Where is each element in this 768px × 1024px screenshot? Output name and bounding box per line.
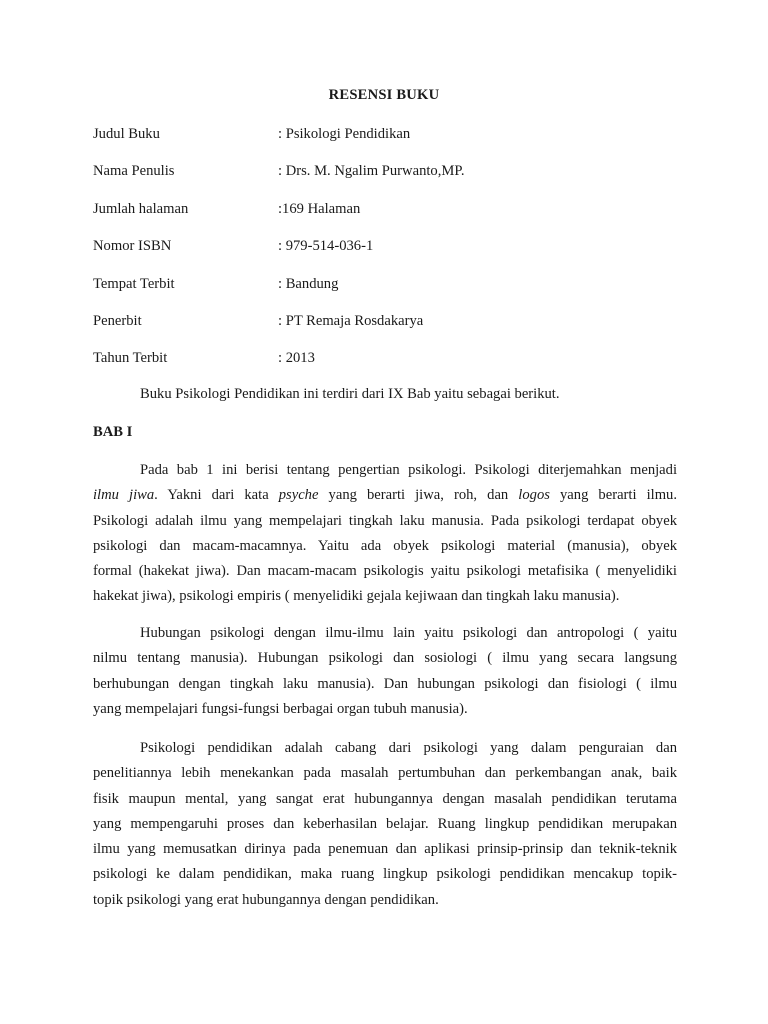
meta-label: Penerbit [93,312,142,329]
meta-value: : 2013 [278,350,315,367]
paragraph-line: fisik maupun mental, yang sangat erat hubungannya dengan masalah pendidikan terutama [93,790,677,807]
paragraph-1 [93,458,677,610]
text-run: yang berarti ilmu. [549,487,677,504]
italic-term: ilmu jiwa [93,487,155,504]
paragraph-line: Psikologi adalah ilmu yang mempelajari tingkah laku manusia. Pada psikologi terdapat obyek [93,512,677,529]
paragraph-line: topik psikologi yang erat hubungannya dengan pendidikan. [93,891,439,908]
meta-row-place [93,274,683,311]
meta-value: : 979-514-036-1 [278,238,374,255]
paragraph-line: nilmu tentang manusia). Hubungan psikologi dan sosiologi ( ilmu yang secara langsung [93,650,677,667]
text-run: yang berarti jiwa, roh, dan [318,487,519,504]
meta-value: : Psikologi Pendidikan [278,126,411,142]
italic-term: logos [518,487,550,504]
meta-row-year [93,348,683,385]
meta-row-isbn [93,236,683,273]
paragraph-line: Hubungan psikologi dengan ilmu-ilmu lain yaitu psikologi dan antropologi ( yaitu [140,625,677,641]
document-title: RESENSI BUKU [328,87,440,103]
meta-label: Judul Buku [93,126,160,142]
meta-value: : Bandung [278,275,339,292]
paragraph-line [93,483,677,508]
meta-value: :169 Halaman [278,200,361,217]
paragraph-line: yang mempengaruhi proses dan keberhasilan belajar. Ruang lingkup pendidikan merupakan [93,815,677,832]
paragraph-line: penelitiannya lebih menekankan pada masalah pertumbuhan dan perkembangan anak, baik [93,765,677,782]
paragraph-line: yang mempelajari fungsi-fungsi berbagai organ tubuh manusia). [93,700,468,717]
section-heading: BAB I [93,424,133,440]
meta-label: Nama Penulis [93,163,175,180]
italic-term: psyche [278,487,319,504]
paragraph-3 [93,736,677,913]
paragraph-line: psikologi dan macam-macamnya. Yaitu ada obyek psikologi material (manusia), obyek [93,537,677,554]
meta-row-pages [93,199,683,236]
text-run: . Yakni dari kata [154,487,279,504]
meta-value: : Drs. M. Ngalim Purwanto,MP. [278,163,465,180]
paragraph-line: berhubungan dengan tingkah laku manusia). Dan hubungan psikologi dan fisiologi ( ilmu [93,675,677,692]
meta-row-title [93,124,683,161]
paragraph-line: psikologi ke dalam pendidikan, maka ruang lingkup psikologi pendidikan mencakup topik- [93,866,677,883]
paragraph-line: Psikologi pendidikan adalah cabang dari psikologi yang dalam penguraian dan [140,740,677,756]
intro-sentence: Buku Psikologi Pendidikan ini terdiri dari IX Bab yaitu sebagai berikut. [140,386,560,402]
meta-label: Tahun Terbit [93,350,168,367]
meta-label: Nomor ISBN [93,238,172,255]
meta-label: Tempat Terbit [93,275,175,292]
meta-value: : PT Remaja Rosdakarya [278,312,424,329]
paragraph-line: formal (hakekat jiwa). Dan macam-macam psikologis yaitu psikologi metafisika ( menyelidiki [93,563,677,580]
meta-row-author [93,161,683,198]
book-metadata [93,124,683,386]
paragraph-line: hakekat jiwa), psikologi empiris ( menyelidiki gejala kejiwaan dan tingkah laku manusia). [93,588,620,605]
paragraph-line: Pada bab 1 ini berisi tentang pengertian psikologi. Psikologi diterjemahkan menjadi [140,462,677,478]
paragraph-2 [93,621,677,722]
paragraph-line: ilmu yang memusatkan dirinya pada penemuan dan aplikasi prinsip-prinsip dan teknik-teknik [93,841,677,858]
meta-label: Jumlah halaman [93,200,189,217]
meta-row-publisher [93,311,683,348]
